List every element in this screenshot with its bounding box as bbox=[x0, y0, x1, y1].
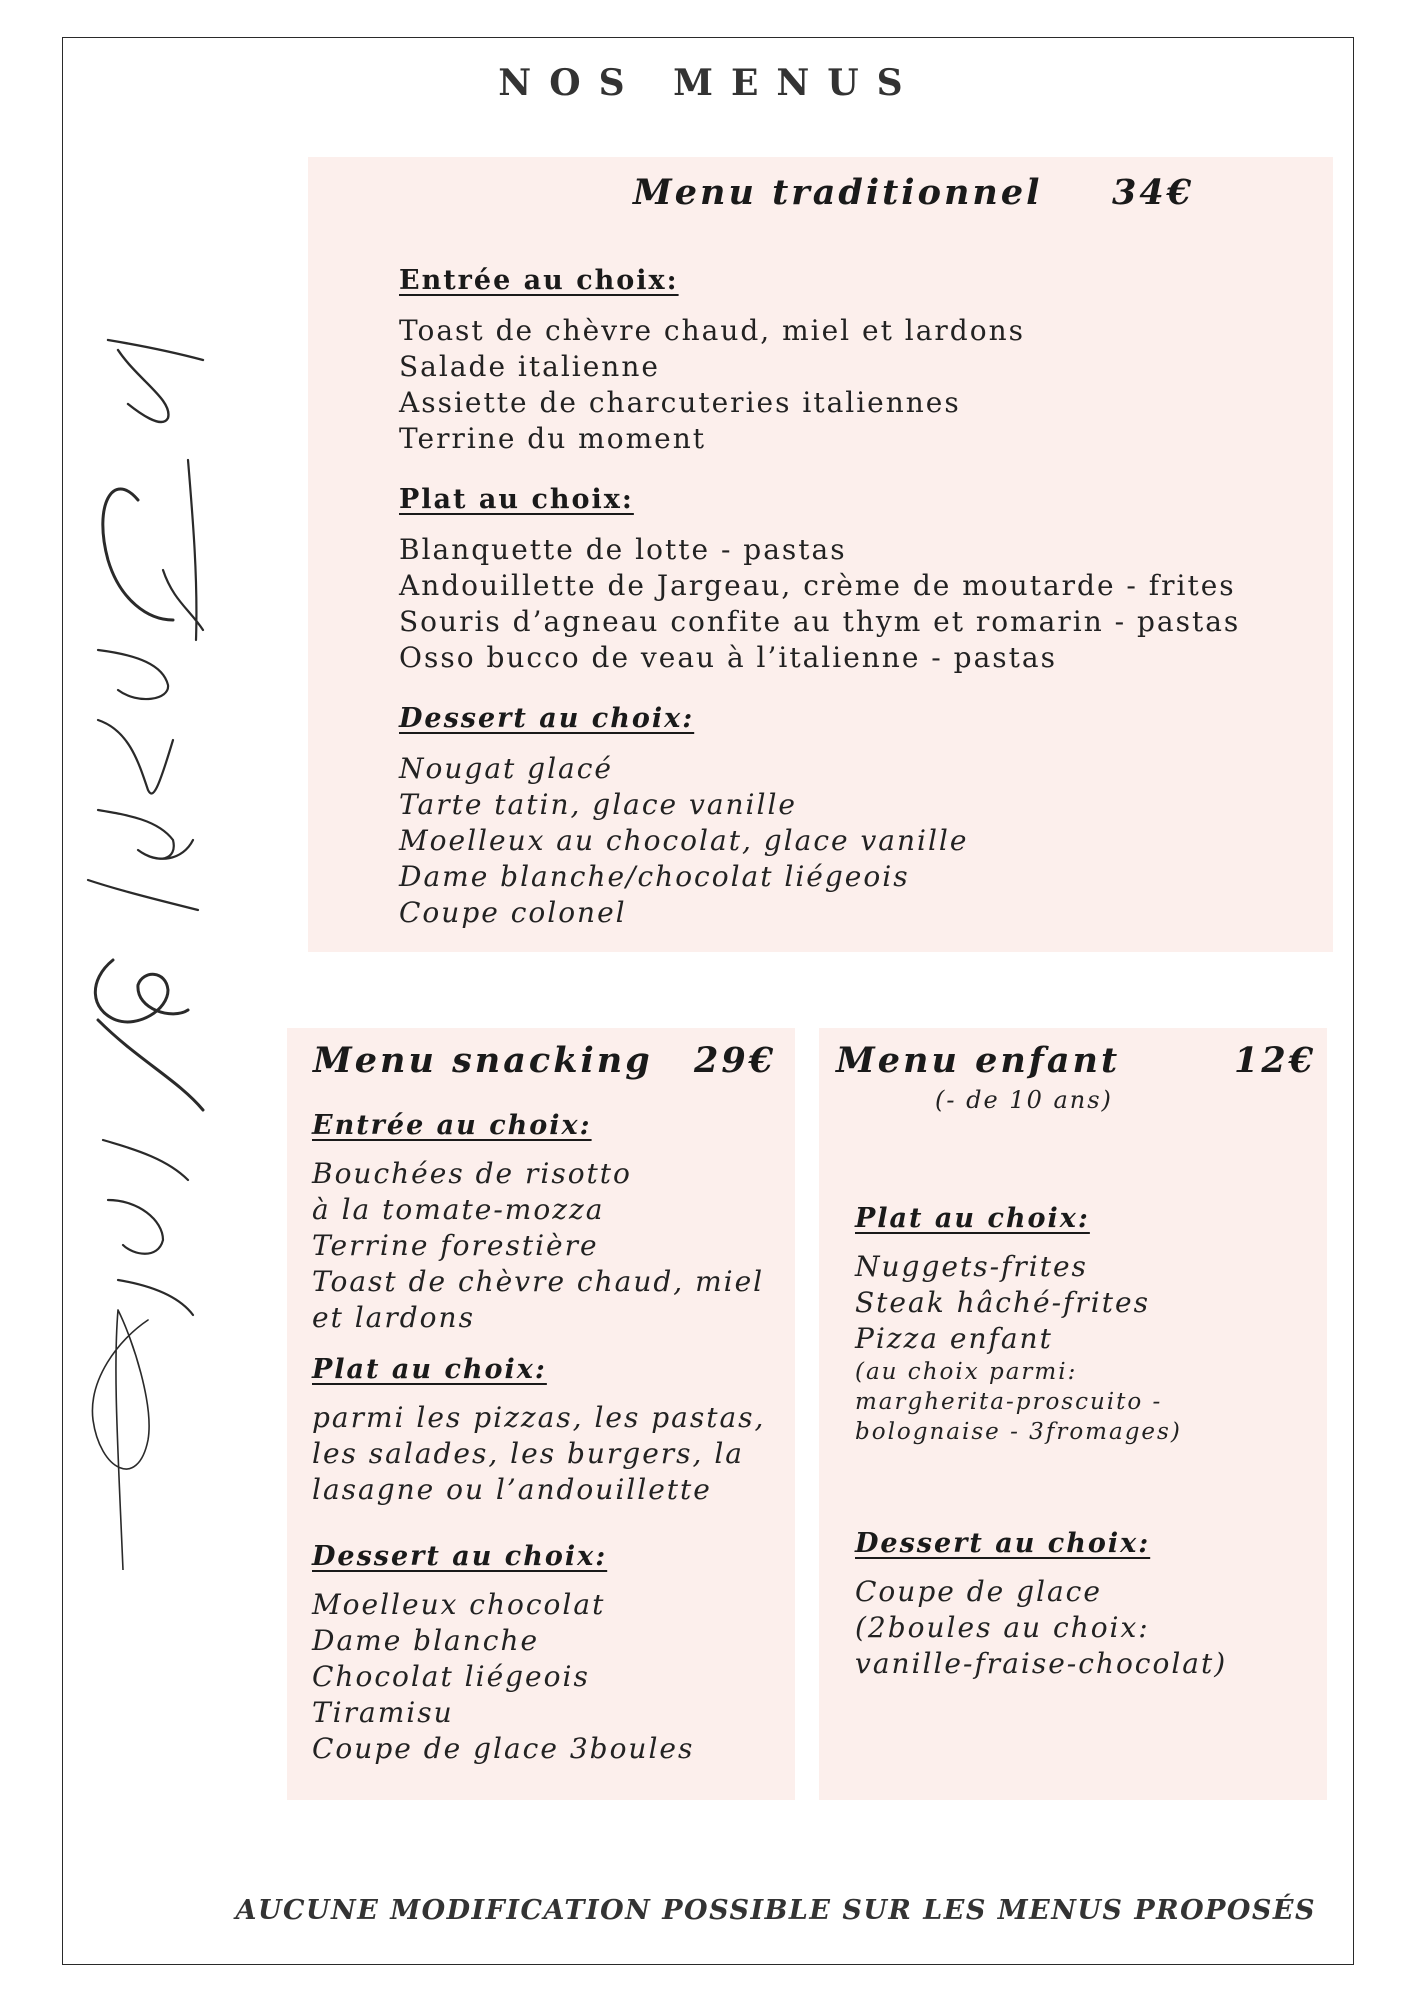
trad-dessert-list bbox=[399, 751, 968, 931]
list-item: Coupe de glace 3boules bbox=[312, 1732, 695, 1765]
list-item: Moelleux au chocolat, glace vanille bbox=[399, 824, 969, 857]
logo-stroke-v bbox=[98, 720, 173, 793]
list-item: Dame blanche/chocolat liégeois bbox=[399, 860, 910, 893]
kid-plat-list bbox=[855, 1249, 1182, 1447]
menu-snacking-title: Menu snacking bbox=[313, 1040, 653, 1081]
snack-dessert-list bbox=[312, 1587, 694, 1767]
trad-dessert-heading: Dessert au choix: bbox=[399, 703, 695, 734]
menu-enfant-title: Menu enfant bbox=[836, 1040, 1121, 1081]
list-item: et lardons bbox=[312, 1301, 475, 1334]
menu-enfant-age-note: (- de 10 ans) bbox=[935, 1086, 1113, 1114]
kid-dessert-heading: Dessert au choix: bbox=[855, 1528, 1151, 1559]
list-item: Coupe colonel bbox=[399, 896, 627, 929]
list-item: Steak hâché-frites bbox=[855, 1286, 1150, 1319]
list-item: Terrine du moment bbox=[399, 422, 706, 455]
snack-dessert-heading: Dessert au choix: bbox=[312, 1541, 608, 1572]
list-item: Salade italienne bbox=[399, 350, 660, 383]
snack-entree-heading: Entrée au choix: bbox=[312, 1110, 592, 1141]
list-item: Toast de chèvre chaud, miel bbox=[312, 1265, 765, 1298]
pizza-note-line: margherita-proscuito - bbox=[855, 1389, 1163, 1415]
kid-plat-heading: Plat au choix: bbox=[855, 1203, 1090, 1234]
list-item: Dame blanche bbox=[312, 1624, 540, 1657]
menu-traditionnel-price: 34€ bbox=[1112, 172, 1195, 213]
list-item: vanille-fraise-chocolat) bbox=[855, 1647, 1228, 1680]
kid-dessert-list bbox=[855, 1574, 1227, 1682]
logo-stroke-lanc bbox=[103, 1140, 193, 1315]
footer-notice: AUCUNE MODIFICATION POSSIBLE SUR LES MENUS PROPOSÉS bbox=[235, 1895, 1316, 1926]
logo-stroke-c bbox=[103, 489, 173, 620]
list-item: Moelleux chocolat bbox=[312, 1588, 606, 1621]
list-item: Coupe de glace bbox=[855, 1575, 1102, 1608]
snack-plat-heading: Plat au choix: bbox=[312, 1354, 547, 1385]
menu-snacking-price: 29€ bbox=[694, 1040, 777, 1081]
logo-stroke-l bbox=[108, 340, 203, 422]
list-item: Blanquette de lotte - pastas bbox=[399, 533, 847, 566]
menu-enfant-price: 12€ bbox=[1234, 1040, 1317, 1081]
logo-stroke-e bbox=[98, 650, 168, 699]
list-item: Terrine forestière bbox=[312, 1229, 599, 1262]
page-title: NOS MENUS bbox=[498, 62, 921, 104]
list-item: Osso bucco de veau à l’italienne - pastas bbox=[399, 641, 1057, 674]
logo-stroke-l2 bbox=[88, 880, 198, 910]
list-item: Chocolat liégeois bbox=[312, 1660, 590, 1693]
list-item: Nuggets-frites bbox=[855, 1250, 1088, 1283]
list-item: Nougat glacé bbox=[399, 752, 613, 785]
pizza-note-line: (au choix parmi: bbox=[855, 1359, 1078, 1385]
list-item: Bouchées de risotto bbox=[312, 1157, 632, 1190]
trad-entree-list bbox=[399, 313, 1025, 457]
trad-plat-list bbox=[399, 532, 1240, 676]
trad-entree-heading: Entrée au choix: bbox=[399, 265, 679, 296]
list-item: Pizza enfant bbox=[855, 1322, 1053, 1355]
logo-stroke-b bbox=[95, 960, 203, 1110]
menu-traditionnel-title: Menu traditionnel bbox=[633, 172, 1043, 213]
list-item: parmi les pizzas, les pastas, bbox=[312, 1401, 766, 1434]
list-item: Assiette de charcuteries italiennes bbox=[399, 386, 961, 419]
list-item: Toast de chèvre chaud, miel et lardons bbox=[399, 314, 1025, 347]
snack-plat-list bbox=[312, 1400, 765, 1508]
list-item: lasagne ou l’andouillette bbox=[312, 1473, 712, 1506]
list-item: à la tomate-mozza bbox=[312, 1193, 605, 1226]
list-item: Andouillette de Jargeau, crème de moutarde - frites bbox=[399, 569, 1236, 602]
list-item: (2boules au choix: bbox=[855, 1611, 1150, 1644]
logo-stroke-h bbox=[163, 460, 203, 640]
list-item: les salades, les burgers, la bbox=[312, 1437, 745, 1470]
snack-entree-list bbox=[312, 1156, 764, 1336]
list-item: Souris d’agneau confite au thym et romarin - pastas bbox=[399, 605, 1241, 638]
logo-stroke-tail bbox=[92, 1310, 149, 1570]
cheval-blanc-script-logo bbox=[78, 320, 208, 1570]
list-item: Tiramisu bbox=[312, 1696, 454, 1729]
trad-plat-heading: Plat au choix: bbox=[399, 484, 634, 515]
list-item: Tarte tatin, glace vanille bbox=[399, 788, 797, 821]
logo-stroke-a bbox=[98, 810, 193, 859]
pizza-note-line: bolognaise - 3fromages) bbox=[855, 1419, 1182, 1445]
